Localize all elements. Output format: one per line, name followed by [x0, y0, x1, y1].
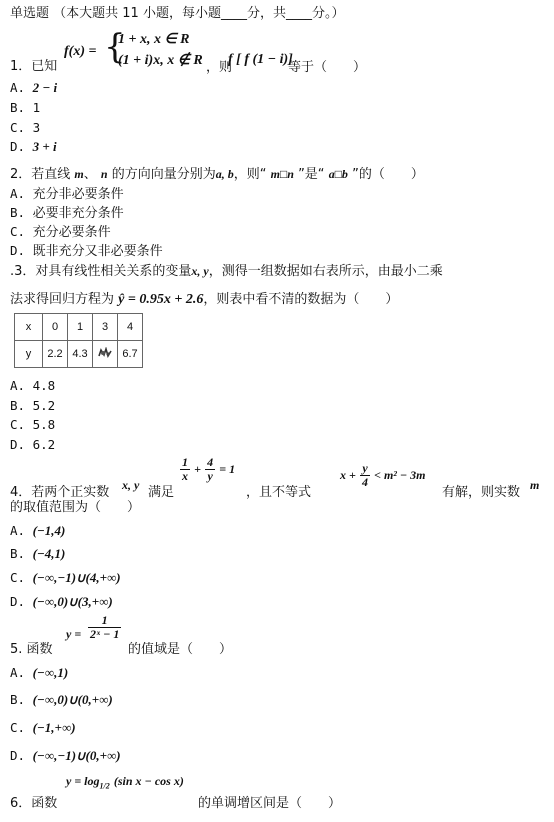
table-cell: 0	[43, 314, 68, 341]
q3-option-c[interactable]: C. 5.8	[10, 417, 56, 432]
q4-m: m	[530, 478, 540, 492]
q5-option-b[interactable]: B. (−∞,0)∪(0,+∞)	[10, 692, 113, 707]
q5-fraction: $\frac{1}{\text{2ˣ − 1}}$	[90, 613, 120, 641]
table-cell: 4.3	[68, 341, 93, 368]
q4-option-d[interactable]: D. (−∞,0)∪(3,+∞)	[10, 594, 113, 609]
q4-stem-line2: 的取值范围为（ ）	[10, 500, 141, 515]
table-row	[15, 341, 143, 368]
q4-mid2: ，且不等式	[246, 485, 312, 500]
q1-expr: f [ f (1 − i)]	[228, 52, 293, 67]
q4-mid: 满足	[148, 485, 175, 500]
q3-option-a[interactable]: A. 4.8	[10, 378, 56, 393]
table-cell-smudged	[93, 341, 118, 368]
q1-suffix: 等于（ ）	[288, 60, 367, 75]
smudge-icon	[97, 347, 113, 359]
q2-option-b[interactable]: B. 必要非充分条件	[10, 205, 124, 221]
q1-fx: f(x) =	[64, 44, 97, 59]
q6-prefix: 6．函数	[10, 796, 58, 811]
q1-option-b[interactable]: B. 1	[10, 100, 41, 115]
table-cell: 1	[68, 314, 93, 341]
q2-option-c[interactable]: C. 充分必要条件	[10, 224, 111, 240]
q3-stem-line1: .3．对具有线性相关关系的变量x, y，测得一组数据如右表所示，由最小二乘	[10, 264, 443, 279]
q5-option-a[interactable]: A. (−∞,1)	[10, 665, 69, 680]
q5-prefix: 5. 函数	[10, 642, 53, 657]
q4-mid3: 有解，则实数	[442, 485, 521, 500]
q1-then: ，则	[206, 60, 233, 75]
table-cell: y	[15, 341, 43, 368]
q5-suffix: 的值域是（ ）	[128, 642, 233, 657]
q4-option-a[interactable]: A. (−1,4)	[10, 523, 66, 538]
q1-option-c[interactable]: C. 3	[10, 120, 41, 135]
table-cell: 3	[93, 314, 118, 341]
q3-data-table	[14, 313, 143, 368]
q1-option-a[interactable]: A. 2 − i	[10, 80, 58, 95]
q4-condition: $\frac{1}{x}$ + $\frac{4}{y}$ = 1	[182, 455, 236, 483]
q3-option-d[interactable]: D. 6.2	[10, 437, 56, 452]
q5-y: y =	[66, 627, 82, 641]
q5-option-c[interactable]: C. (−1,+∞)	[10, 720, 76, 735]
section-header: 单选题 （本大题共 11 小题，每小题____分，共____分。）	[10, 6, 345, 21]
q3-option-b[interactable]: B. 5.2	[10, 398, 56, 413]
table-cell: 6.7	[118, 341, 143, 368]
q4-option-b[interactable]: B. (−4,1)	[10, 546, 66, 561]
q2-option-d[interactable]: D. 既非充分又非必要条件	[10, 243, 163, 259]
q1-option-d[interactable]: D. 3 + i	[10, 139, 57, 154]
q1-case1: 1 + x, x ∈ R	[118, 32, 190, 47]
q4-inequality: x + $\frac{y}{4}$ < m² − 3m	[340, 461, 426, 489]
q1-brace: {	[104, 27, 126, 67]
q2-option-a[interactable]: A. 充分非必要条件	[10, 186, 124, 202]
q4-option-c[interactable]: C. (−∞,−1)∪(4,+∞)	[10, 570, 121, 585]
table-cell: 4	[118, 314, 143, 341]
q6-function: $y = \log_{1/2} (\sin$ x − cos x)	[66, 774, 184, 791]
q2-stem: 2．若直线 m、 n 的方向向量分别为a, b，则“ m□n ”是“ a□b ”的（ ）	[10, 167, 424, 182]
q4-prefix: 4．若两个正实数	[10, 485, 110, 500]
q1-prefix: 1．已知	[10, 59, 58, 74]
table-row	[15, 314, 143, 341]
q6-suffix: 的单调增区间是（ ）	[198, 796, 342, 811]
table-cell: 2.2	[43, 341, 68, 368]
q4-vars: x, y	[122, 478, 140, 492]
q5-option-d[interactable]: D. (−∞,−1)∪(0,+∞)	[10, 748, 121, 763]
table-cell: x	[15, 314, 43, 341]
q3-stem-line2: 法求得回归方程为 ŷ = 0.95x + 2.6，则表中看不清的数据为（ ）	[10, 292, 399, 307]
q1-case2: (1 + i)x, x ∉ R	[118, 53, 203, 68]
